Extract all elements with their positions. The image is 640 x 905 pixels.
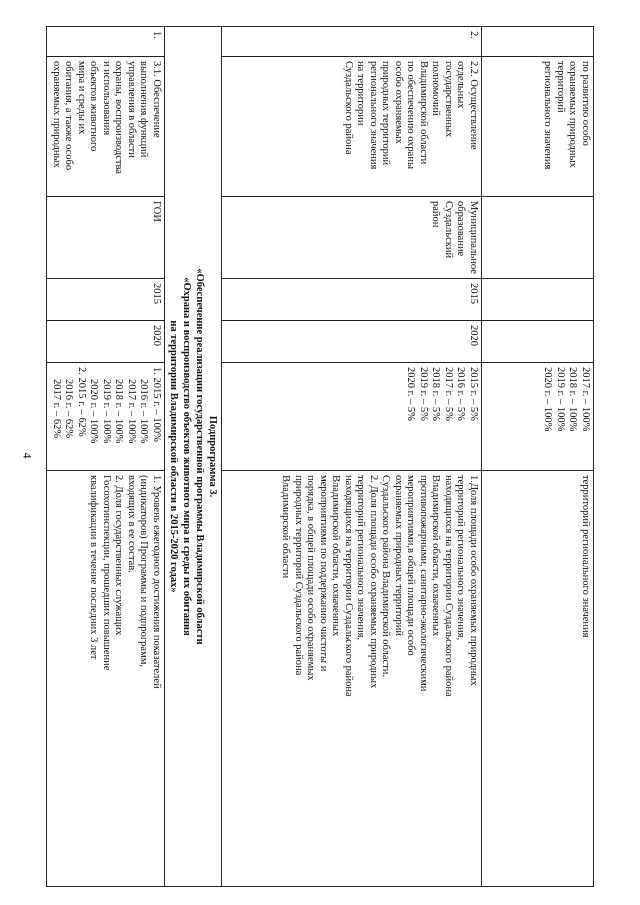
cell-indicator-values: 1. 2015 г. – 100% 2016 г. – 100% 2017 г. – 100% 2018 г. – 100% 2019 г. – 100% 2020 г. – 100% 2. 2015 г. – 62% 2016 г. – 62% 2017 г. – 62%	[47, 363, 165, 471]
cell-indicator-values: 2015 г. – 5% 2016 г. – 5% 2017 г. – 5% 2018 г. – 5% 2019 г. – 5% 2020 г. – 5%	[222, 363, 482, 471]
cell-indicators: 1.Доля площади особо охраняемых природных территорий регионального значения, находящихся на территории Суздальского района Владимирской области, охваченных противопожарными, санитарно-экологическими мероприятиями,в общей площади особо охраняемых природных территорий Суздальского района Владимирской области. 2. Доля площади особо охраняемых природных территорий регионального значения, находящихся на территории Суздальского района Владимирской области, охваченных мероприятиями по поддержанию чистоты и порядка, в общей площади особо охраняемых природных территорий Суздальского района Владимирской области	[222, 471, 482, 887]
cell-activity-name: 3.1. Обеспечение выполнения функций управления в области охраны, воспроизводства и использования объектов животного мира и среды их обитания, а также особо охраняемых природных	[47, 57, 165, 197]
program-table	[46, 26, 594, 887]
cell-num	[482, 27, 594, 57]
cell-executor	[482, 197, 594, 279]
cell-activity-name: по развитию особо охраняемых природных территорий регионального значения	[482, 57, 594, 197]
cell-start-year: 2015	[222, 279, 482, 321]
cell-end-year: 2020	[222, 321, 482, 363]
cell-indicators: 1. Уровень ежегодного достижения показателей (индикаторов) Программы и подпрограмм, входящих в ее состав. 2. Доля государственных служащих Госохотинспекции, прошедших повышение квалификации в течение последних 3 лет	[47, 471, 165, 887]
table-row-2-2	[222, 27, 482, 887]
table-row-continuation	[482, 27, 594, 887]
subprogram-heading: Подпрограмма 3. «Обеспечение реализации государственной программы Владимирской области «Охрана и воспроизводство объектов животного мира и среды их обитания на территории Владимирской области в 2015-2020 годах»	[165, 27, 222, 887]
cell-end-year	[482, 321, 594, 363]
cell-activity-name: 2.2. Осуществление отдельных государственных полномочий Владимирской области по обеспечению охраны особо охраняемых природных территорий регионального значения на территории Суздальского района	[222, 57, 482, 197]
cell-num: 1.	[47, 27, 165, 57]
cell-num: 2.	[222, 27, 482, 57]
cell-start-year: 2015	[47, 279, 165, 321]
cell-executor: Муниципальное образование Суздальский район	[222, 197, 482, 279]
cell-executor: ГОИ	[47, 197, 165, 279]
cell-indicators: территорий регионального значения	[482, 471, 594, 887]
table-row-3-1	[47, 27, 165, 887]
cell-start-year	[482, 279, 594, 321]
cell-end-year: 2020	[47, 321, 165, 363]
subprogram-header-row	[165, 27, 222, 887]
page-number: 4	[20, 452, 35, 459]
rotated-table-sheet	[46, 26, 594, 886]
cell-indicator-values: 2017 г. – 100% 2018 г. – 100% 2019 г. – 100% 2020 г. – 100%	[482, 363, 594, 471]
